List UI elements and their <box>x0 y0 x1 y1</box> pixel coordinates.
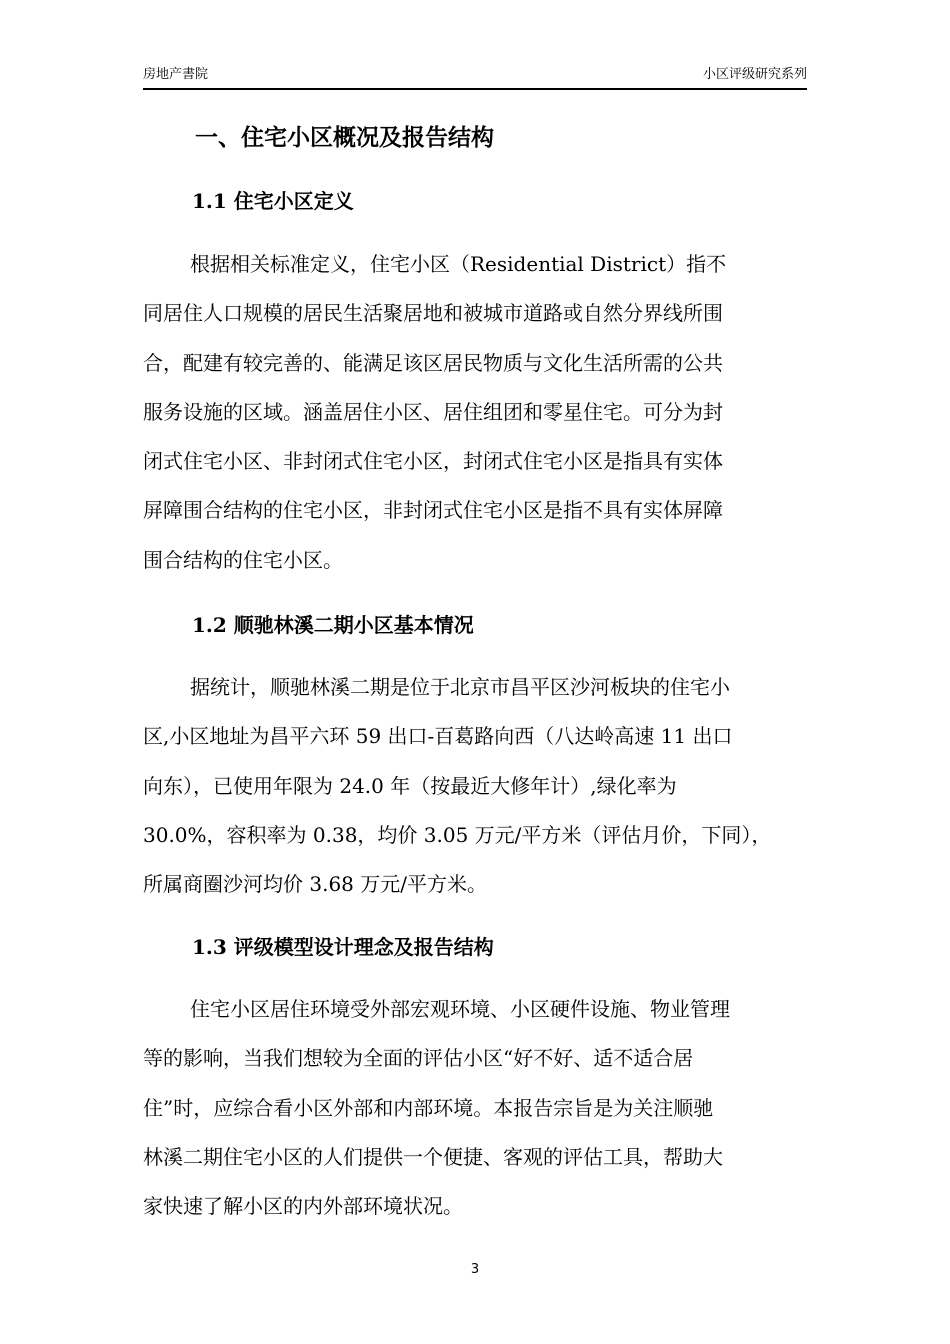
paragraph-line: 服务设施的区域。涵盖居住小区、居住组团和零星住宅。可分为封 <box>143 399 723 424</box>
section-title-1-2: 1.2 顺驰林溪二期小区基本情况 <box>192 613 474 637</box>
paragraph-line: 围合结构的住宅小区。 <box>143 547 343 572</box>
chapter-title: 一、住宅小区概况及报告结构 <box>195 124 494 151</box>
section-1-1-paragraph <box>143 249 811 594</box>
paragraph-line: 合，配建有较完善的、能满足该区居民物质与文化生活所需的公共 <box>143 350 723 375</box>
section-1-3-paragraph <box>143 994 811 1240</box>
page-number: 3 <box>470 1262 480 1277</box>
paragraph-line: 闭式住宅小区、非封闭式住宅小区，封闭式住宅小区是指具有实体 <box>143 449 723 474</box>
header-publisher: 房地产書院 <box>143 67 209 82</box>
paragraph-line: 据统计，顺驰林溪二期是位于北京市昌平区沙河板块的住宅小 <box>190 675 730 699</box>
section-title-1-1: 1.1 住宅小区定义 <box>192 189 354 213</box>
paragraph-line: 住宅小区居住环境受外部宏观环境、小区硬件设施、物业管理 <box>190 997 730 1021</box>
paragraph-line: 屏障围合结构的住宅小区，非封闭式住宅小区是指不具有实体屏障 <box>143 498 723 523</box>
section-1-2-paragraph <box>143 672 811 918</box>
header-series: 小区评级研究系列 <box>702 67 807 82</box>
paragraph-line: 等的影响，当我们想较为全面的评估小区“好不好、适不适合居 <box>143 1046 694 1071</box>
paragraph-line: 区,小区地址为昌平六环 59 出口-百葛路向西（八达岭高速 11 出口 <box>143 724 733 749</box>
section-title-1-3: 1.3 评级模型设计理念及报告结构 <box>192 935 494 959</box>
paragraph-line: 根据相关标准定义，住宅小区（Residential District）指不 <box>190 252 727 276</box>
page-header <box>143 66 807 90</box>
paragraph-line: 家快速了解小区的内外部环境状况。 <box>143 1194 463 1219</box>
paragraph-line: 林溪二期住宅小区的人们提供一个便捷、客观的评估工具，帮助大 <box>143 1144 723 1169</box>
paragraph-line: 30.0%，容积率为 0.38，均价 3.05 万元/平方米（评估月价，下同）， <box>143 822 772 847</box>
paragraph-line: 所属商圈沙河均价 3.68 万元/平方米。 <box>143 872 487 897</box>
paragraph-line: 住”时，应综合看小区外部和内部环境。本报告宗旨是为关注顺驰 <box>143 1095 714 1120</box>
paragraph-line: 向东），已使用年限为 24.0 年（按最近大修年计）,绿化率为 <box>143 773 677 798</box>
paragraph-line: 同居住人口规模的居民生活聚居地和被城市道路或自然分界线所围 <box>143 301 723 326</box>
